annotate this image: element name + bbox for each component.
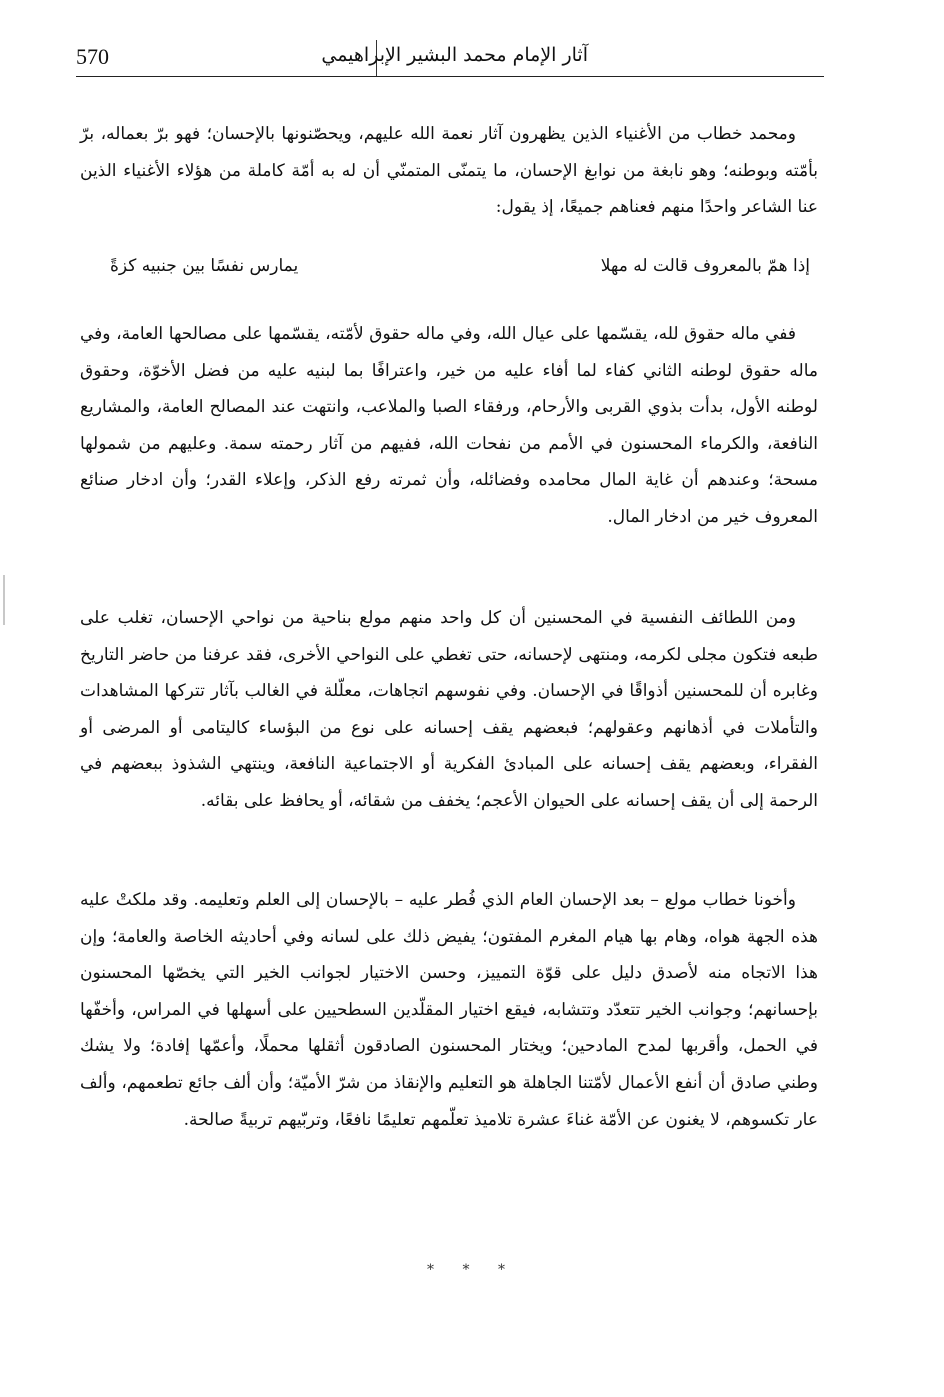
paragraph-3 [80,600,818,820]
page-header [76,40,824,77]
poetry-verse [110,256,810,290]
paragraph-text: ومن اللطائف النفسية في المحسنين أن كل واحد منهم مولع بناحية من نواحي الإحسان، تغلب على طبعه فتكون مجلى لكرمه، ومنتهى لإحسانه، حتى تغطي على النواحي الأخرى، فقد عرفنا من حاضر التاريخ وغابره أن للمحسنين أذواقًا في الإحسان. وفي نفوسهم اتجاهات، معلّلة في الغالب بآثار تتركها المشاهدات والتأملات في أذهانهم وعقولهم؛ فبعضهم يقف إحسانه على نوع من البؤساء كاليتامى أو المرضى أو الفقراء، وبعضهم يقف إحسانه على المبادئ الفكرية أو الاجتماعية النافعة، وينتهي الشذوذ ببعضهم في الرحمة إلى أن يقف إحسانه على الحيوان الأعجم؛ يخفف من شقائه، أو يحافظ على بقائه. [80,608,818,811]
page-number: 570 [76,44,109,69]
verse-first-hemistich: إذا همّ بالمعروف قالت له مهلا [600,256,810,276]
scan-margin-mark [3,575,5,625]
paragraph-1 [80,116,818,226]
paragraph-text: ومحمد خطاب من الأغنياء الذين يظهرون آثار نعمة الله عليهم، ويحصّنونها بالإحسان؛ فهو برّ بعماله، برّ بأمّته وبوطنه؛ وهو نابغة من نوابغ الإحسان، ما يتمنّى المتمنّي أن له به أمّة كاملة من هؤلاء الأغنياء الذين عنا الشاعر واحدًا منهم فعناهم جميعًا، إذ يقول: [80,124,818,218]
section-separator: * * * [427,1262,517,1278]
paragraph-2 [80,316,818,536]
verse-second-hemistich: يمارس نفسًا بين جنبيه كزةً [110,256,299,276]
paragraph-4 [80,882,818,1138]
paragraph-text: ففي ماله حقوق لله، يقسّمها على عيال الله، وفي ماله حقوق لأمّته، يقسّمها على مصالحها العامة، وفي ماله حقوق لوطنه الثاني كفاء لما أفاء عليه من خير، واعترافًا بما لبنيه عليه من فضل الأخوّة، وحقوق لوطنه الأول، بدأت بذوي القربى والأرحام، ورفقاء الصبا والملاعب، وانتهت عند المصالح العامة، والمشاريع النافعة، والكرماء المحسنون في الأمم من نفحات الله، ففيهم من آثار رحمته سمة. وعليهم من شمولها مسحة؛ وعندهم أن غاية المال محامده وفضائله، وأن ثمرته رفع الذكر، وإعلاء القدر؛ وأن ادخار صنائع المعروف خير من ادخار المال. [80,324,818,527]
paragraph-text: وأخونا خطاب مولع – بعد الإحسان العام الذي فُطر عليه – بالإحسان إلى العلم وتعليمه. وقد ملكتْ عليه هذه الجهة هواه، وهام بها هيام المغرم المفتون؛ يفيض ذلك على لسانه وفي أحاديثه الخاصة والعامة؛ وإن هذا الاتجاه منه لأصدق دليل على قوّة التمييز، وحسن الاختيار لجوانب الخير التي يخصّها المحسنون بإحسانهم؛ وجوانب الخير تتعدّد وتتشابه، فيقع اختيار المقلّدين السطحيين على أسهلها في المراس، وأخفّها في الحمل، وأقربها لمدح المادحين؛ ويختار المحسنون الصادقون أثقلها محملًا، وأعمّها إفادة؛ ولا يشك وطني صادق أن أنفع الأعمال لأمّتنا الجاهلة هو التعليم والإنقاذ من شرّ الأميّة؛ وأن ألف جائع تطعمهم، وألف عار تكسوهم، لا يغنون عن الأمّة غناءَ عشرة تلاميذ تعلّمهم تعليمًا نافعًا، وتربّيهم تربيةً صالحة. [80,890,818,1130]
running-title: آثار الإمام محمد البشير الإبراهيمي [321,44,588,66]
